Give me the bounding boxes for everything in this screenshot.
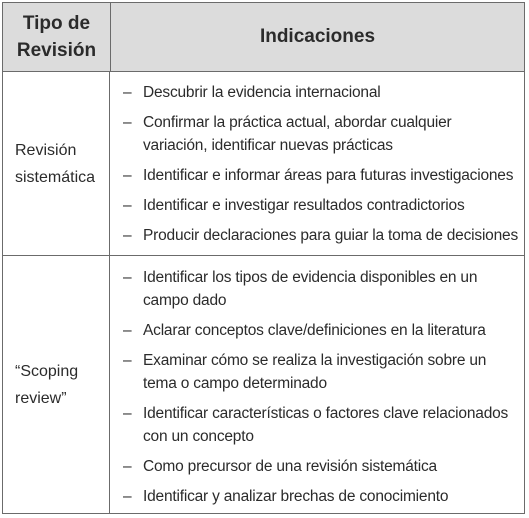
list-item <box>123 402 518 448</box>
list-item <box>123 319 518 342</box>
list-item-text: Aclarar conceptos clave/definiciones en la literatura <box>143 322 486 339</box>
list-item-text: Identificar e investigar resultados contradictorios <box>143 197 465 214</box>
dash-bullet: – <box>123 167 132 184</box>
list-item-text: Identificar e informar áreas para futuras investigaciones <box>143 167 514 184</box>
table-row-scoping <box>3 256 524 513</box>
list-item-text: Examinar cómo se realiza la investigación sobre un tema o campo determinado <box>143 352 487 392</box>
list-item-text: Descubrir la evidencia internacional <box>143 84 381 101</box>
table-header <box>3 3 524 72</box>
dash-bullet: – <box>123 84 132 101</box>
table-row-systematic <box>3 72 524 256</box>
list-item-text: Producir declaraciones para guiar la toma de decisiones <box>143 227 518 244</box>
list-item <box>123 111 518 157</box>
list-item <box>123 81 518 104</box>
list-item <box>123 485 518 508</box>
dash-bullet: – <box>123 322 132 339</box>
indications-list <box>123 266 518 508</box>
list-item <box>123 224 518 247</box>
list-item-text: Confirmar la práctica actual, abordar cualquier variación, identificar nuevas prácticas <box>143 114 452 154</box>
dash-bullet: – <box>123 114 132 131</box>
header-review-type <box>3 3 111 71</box>
review-type-line1: Revisión <box>15 141 77 159</box>
header-review-type-line2: Revisión <box>16 40 97 61</box>
review-types-table <box>2 2 525 514</box>
review-type-line1: “Scoping <box>15 362 79 380</box>
list-item <box>123 349 518 395</box>
list-item-text: Como precursor de una revisión sistemática <box>143 458 437 475</box>
list-item-text: Identificar y analizar brechas de conocimiento <box>143 488 449 505</box>
list-item <box>123 194 518 217</box>
dash-bullet: – <box>123 269 132 286</box>
review-type-line2: sistemática <box>15 168 96 186</box>
header-review-type-line1: Tipo de <box>22 13 91 34</box>
indications-cell <box>111 72 524 255</box>
header-indications: Indicaciones <box>259 26 376 47</box>
dash-bullet: – <box>123 197 132 214</box>
review-type-cell <box>3 256 110 513</box>
dash-bullet: – <box>123 488 132 505</box>
indications-cell <box>111 256 524 513</box>
dash-bullet: – <box>123 458 132 475</box>
review-type-line2: review” <box>15 389 67 407</box>
dash-bullet: – <box>123 352 132 369</box>
list-item <box>123 164 518 187</box>
dash-bullet: – <box>123 405 132 422</box>
list-item <box>123 455 518 478</box>
indications-list <box>123 81 518 247</box>
list-item-text: Identificar características o factores clave relacionados con un concepto <box>143 405 509 445</box>
list-item <box>123 266 518 312</box>
review-type-cell <box>3 72 110 255</box>
dash-bullet: – <box>123 227 132 244</box>
list-item-text: Identificar los tipos de evidencia disponibles en un campo dado <box>143 269 478 309</box>
